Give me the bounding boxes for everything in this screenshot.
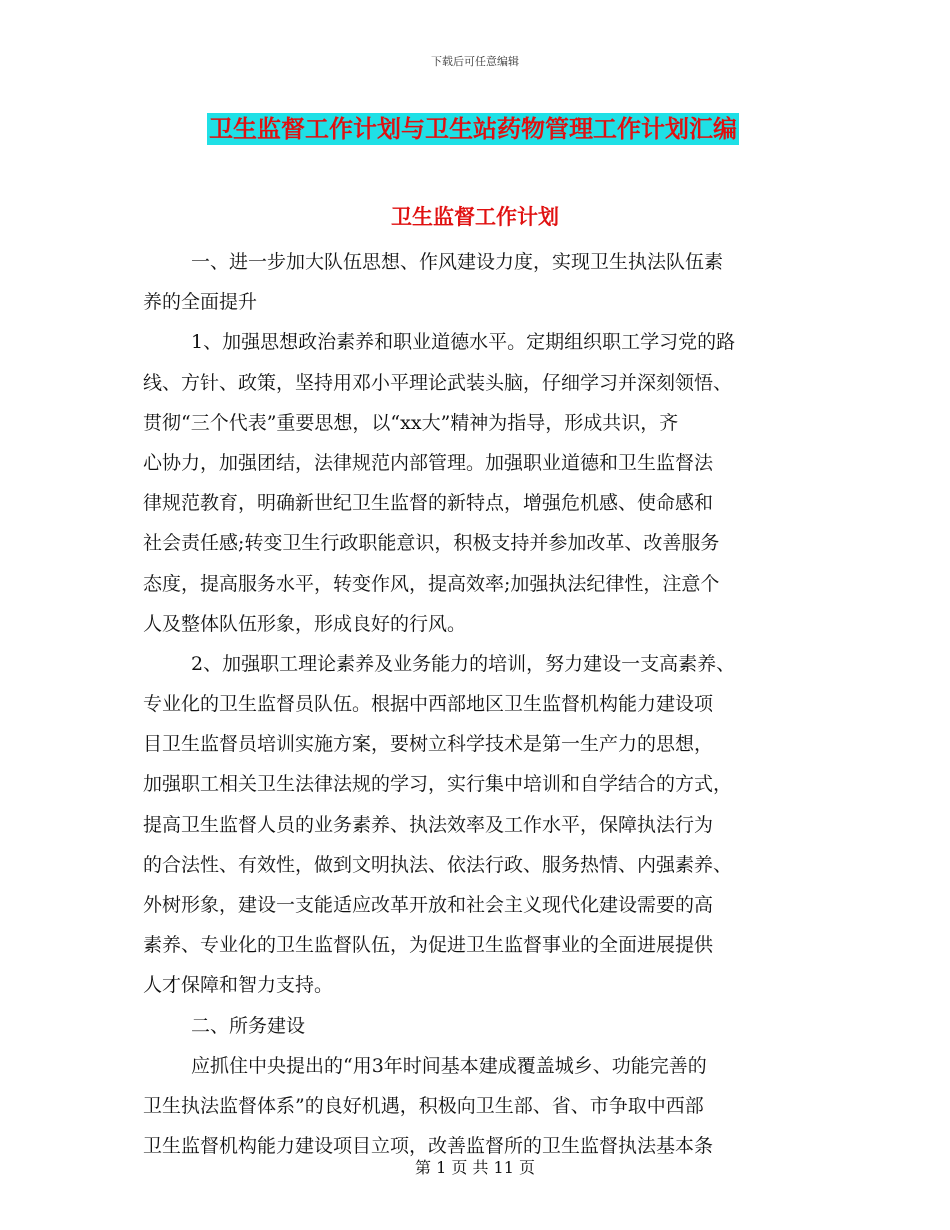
paragraph-line: 社会责任感;转变卫生行政职能意识，积极支持并参加改革、改善服务 [143, 532, 720, 555]
page-footer: 第 1 页 共 11 页 [415, 1158, 535, 1177]
paragraph-line: 一、进一步加大队伍思想、作风建设力度，实现卫生执法队伍素 [191, 251, 724, 273]
paragraph-line: 人及整体队伍形象，形成良好的行风。 [143, 612, 467, 635]
paragraph-line: 应抓住中央提出的“用3年时间基本建成覆盖城乡、功能完善的 [191, 1054, 707, 1077]
paragraph-line: 素养、专业化的卫生监督队伍，为促进卫生监督事业的全面进展提供 [143, 934, 714, 957]
paragraph-line: 2、加强职工理论素养及业务能力的培训，努力建设一支高素养、 [191, 652, 736, 675]
paragraph-line: 养的全面提升 [143, 291, 258, 314]
paragraph-line: 态度，提高服务水平，转变作风，提高效率;加强执法纪律性，注意个 [143, 572, 720, 595]
paragraph-line: 目卫生监督员培训实施方案，要树立科学技术是第一生产力的思想， [143, 733, 714, 756]
paragraph-line: 心协力，加强团结，法律规范内部管理。加强职业道德和卫生监督法 [143, 451, 714, 474]
paragraph-line: 提高卫生监督人员的业务素养、执法效率及工作水平，保障执法行为 [143, 813, 714, 836]
paragraph-line: 加强职工相关卫生法律法规的学习，实行集中培训和自学结合的方式， [143, 773, 733, 796]
paragraph-line: 二、所务建设 [191, 1014, 306, 1037]
paragraph-line: 人才保障和智力支持。 [143, 974, 334, 997]
body-text [143, 242, 808, 1166]
paragraph-line: 外树形象，建设一支能适应改革开放和社会主义现代化建设需要的高 [143, 894, 714, 916]
paragraph-line: 的合法性、有效性，做到文明执法、依法行政、服务热情、内强素养、 [143, 853, 733, 876]
paragraph-line: 卫生监督机构能力建设项目立项，改善监督所的卫生监督执法基本条 [143, 1135, 714, 1158]
paragraph-line: 1、加强思想政治素养和职业道德水平。定期组织职工学习党的路 [191, 331, 736, 354]
paragraph-line: 线、方针、政策，坚持用邓小平理论武装头脑，仔细学习并深刻领悟、 [143, 371, 733, 394]
paragraph-line: 贯彻“三个代表”重要思想，以“xx大”精神为指导，形成共识，齐 [143, 411, 679, 434]
document-title: 卫生监督工作计划与卫生站药物管理工作计划汇编 [209, 115, 737, 143]
paragraph-line: 专业化的卫生监督员队伍。根据中西部地区卫生监督机构能力建设项 [143, 693, 714, 716]
paragraph-line: 律规范教育，明确新世纪卫生监督的新特点，增强危机感、使命感和 [143, 492, 714, 515]
paragraph-line: 卫生执法监督体系”的良好机遇，积极向卫生部、省、市争取中西部 [143, 1094, 704, 1117]
section-title: 卫生监督工作计划 [391, 205, 559, 229]
header-note: 下载后可任意编辑 [431, 55, 519, 68]
